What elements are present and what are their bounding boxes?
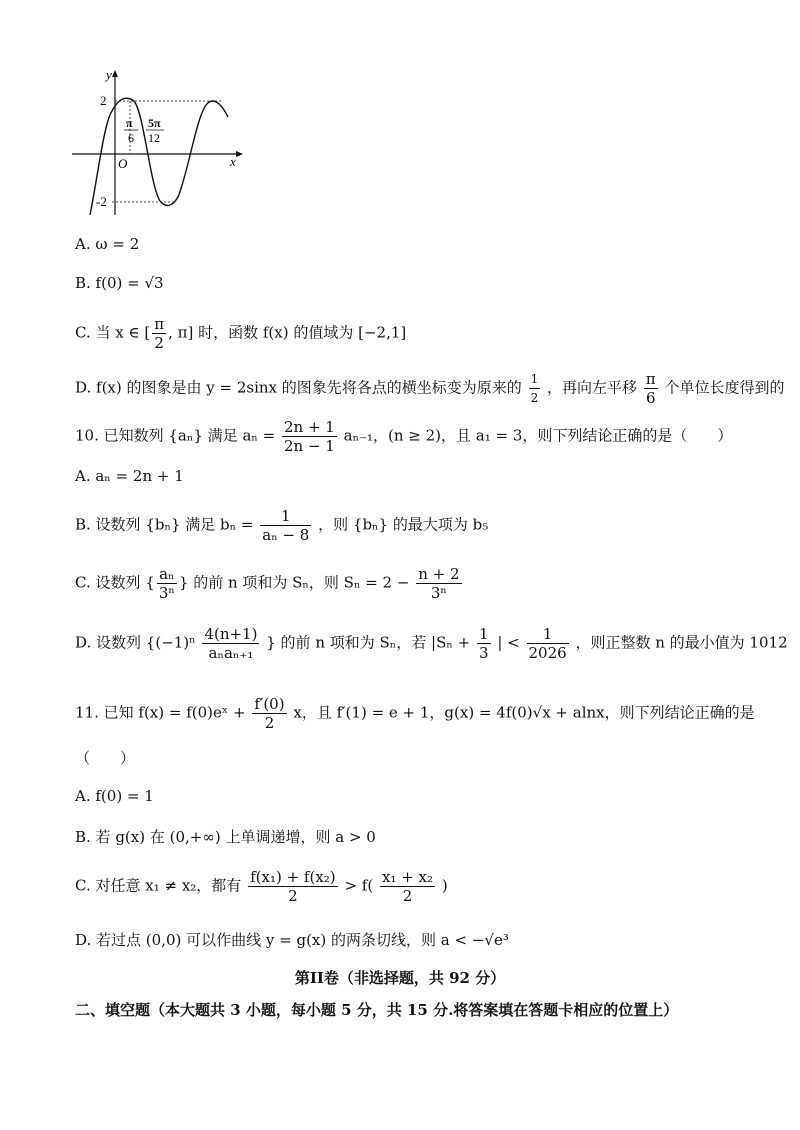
q11-paren: （ ） (75, 749, 136, 767)
section-title: 第II卷（非选择题，共 92 分） (294, 969, 506, 987)
tick2-num: 5π (148, 116, 161, 130)
x-axis-label: x (230, 154, 236, 169)
q11-option-b: B. 若 g(x) 在 (0,+∞) 上单调递增，则 a > 0 (75, 828, 376, 846)
fill-in-heading: 二、填空题（本大题共 3 小题，每小题 5 分，共 15 分.将答案填在答题卡相应的位置上） (75, 1001, 679, 1019)
x-axis-arrow (236, 151, 243, 157)
q9-option-d: D. f(x) 的图象是由 y = 2sinx 的图象先将各点的横坐标变为原来的 $\frac{1}{2}$ ，再向左平移 $\frac{\pi}{6}$ 个单位长度得到的 (75, 370, 785, 407)
q10-option-d: D. 设数列 {(−1)ⁿ $\frac{4(n+1)}{\text{aₙaₙ₊₁}}$ } 的前 n 项和为 Sₙ，若 |Sₙ + $\frac{1}{3}$ | < $\frac{1}{2026}$ ，则正整数 n 的最小值为 1012 (75, 625, 788, 662)
tick1-den: 6 (128, 131, 134, 145)
q10-option-c: C. 设数列 { $\frac{\text{aₙ}}{\text{3ⁿ}}$ } 的前 n 项和为 Sₙ，则 Sₙ = 2 − $\frac{n + 2}{\text{3ⁿ}}$ (75, 565, 460, 602)
y-max-label: 2 (100, 93, 107, 108)
q9-option-b: B. f(0) = √3 (75, 274, 164, 292)
y-min-label: -2 (96, 194, 107, 209)
q9-c-suffix: , π] 时，函数 f(x) 的值域为 [−2,1] (168, 323, 407, 342)
q9-option-a: A. ω = 2 (75, 235, 140, 253)
q11-option-c: C. 对任意 x₁ ≠ x₂，都有 $\frac{\text{f(x₁) + f(x₂)}}{2}$ > f( $\frac{\text{x₁ + x₂}}{2}$ ) (75, 868, 448, 905)
y-axis-label: y (106, 67, 112, 82)
origin-label: O (118, 156, 128, 171)
tick2-den: 12 (148, 131, 160, 145)
tick1-num: π (126, 116, 133, 130)
sine-graph (60, 65, 250, 225)
q9-c-prefix: C. 当 x ∈ (75, 323, 140, 342)
q9-c-fraction: $\frac{\pi}{2}$ (154, 315, 165, 352)
q9-option-c: C. 当 x ∈ [ $\frac{\pi}{2}$ , π] 时，函数 f(x) 的值域为 [−2,1] (75, 315, 407, 352)
q11-option-a: A. f(0) = 1 (75, 787, 154, 805)
y-axis-arrow (112, 70, 118, 77)
q11-stem: 11. 已知 f(x) = f(0)eˣ + $\frac{f'(0)}{2}$ x，且 f′(1) = e + 1，g(x) = 4f(0)√x + alnx，则下列结论正确的是 (75, 695, 755, 732)
q11-option-d: D. 若过点 (0,0) 可以作曲线 y = g(x) 的两条切线，则 a < −√e³ (75, 931, 509, 949)
q10-option-a: A. aₙ = 2n + 1 (75, 467, 184, 485)
q10-stem: 10. 已知数列 {aₙ} 满足 aₙ = $\frac{2n + 1}{2n - 1}$ aₙ₋₁，(n ≥ 2)，且 a₁ = 3，则下列结论正确的是（ ） (75, 418, 733, 455)
q10-option-b: B. 设数列 {bₙ} 满足 bₙ = $\frac{1}{\text{aₙ − 8}}$ ，则 {bₙ} 的最大项为 b₅ (75, 507, 489, 544)
